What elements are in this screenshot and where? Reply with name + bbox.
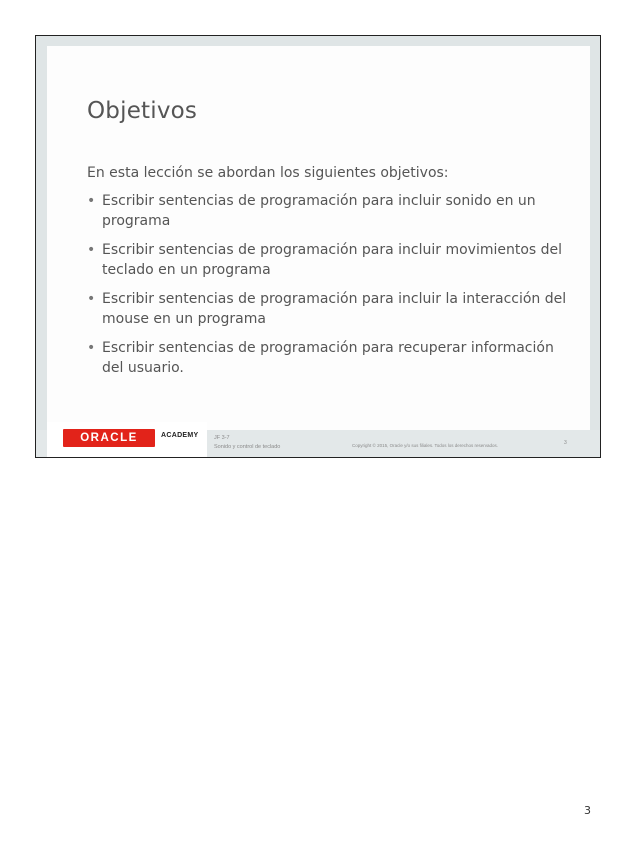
objective-text: Escribir sentencias de programación para incluir movimientos del teclado en un programa	[102, 242, 563, 278]
bullet-icon: •	[87, 193, 96, 209]
oracle-logo-icon	[63, 429, 155, 447]
objective-item	[85, 191, 575, 231]
objectives-list	[85, 191, 575, 387]
slide-frame	[35, 35, 601, 458]
oracle-logo-text: ORACLE	[80, 432, 138, 444]
objective-item	[85, 338, 575, 378]
academy-label: ACADEMY	[161, 432, 199, 439]
objective-item	[85, 240, 575, 280]
course-code: JF 3-7	[214, 435, 230, 441]
bullet-icon: •	[87, 291, 96, 307]
objective-text: Escribir sentencias de programación para incluir sonido en un programa	[102, 193, 536, 229]
slide-intro: En esta lección se abordan los siguientes objetivos:	[87, 165, 449, 181]
objective-item	[85, 289, 575, 329]
bullet-icon: •	[87, 340, 96, 356]
course-title: Sonido y control de teclado	[214, 444, 281, 450]
slide-title: Objetivos	[87, 98, 198, 124]
page-number: 3	[584, 804, 591, 817]
bullet-icon: •	[87, 242, 96, 258]
copyright-notice: Copyright © 2015, Oracle y/o sus filiales. Todos los derechos reservados.	[352, 443, 499, 448]
slide-content	[47, 46, 590, 430]
objective-text: Escribir sentencias de programación para recuperar información del usuario.	[102, 340, 554, 376]
slide-footer	[36, 430, 600, 457]
oracle-academy-logo	[47, 422, 207, 457]
objective-text: Escribir sentencias de programación para incluir la interacción del mouse en un programa	[102, 291, 567, 327]
slide-number: 3	[564, 440, 567, 446]
